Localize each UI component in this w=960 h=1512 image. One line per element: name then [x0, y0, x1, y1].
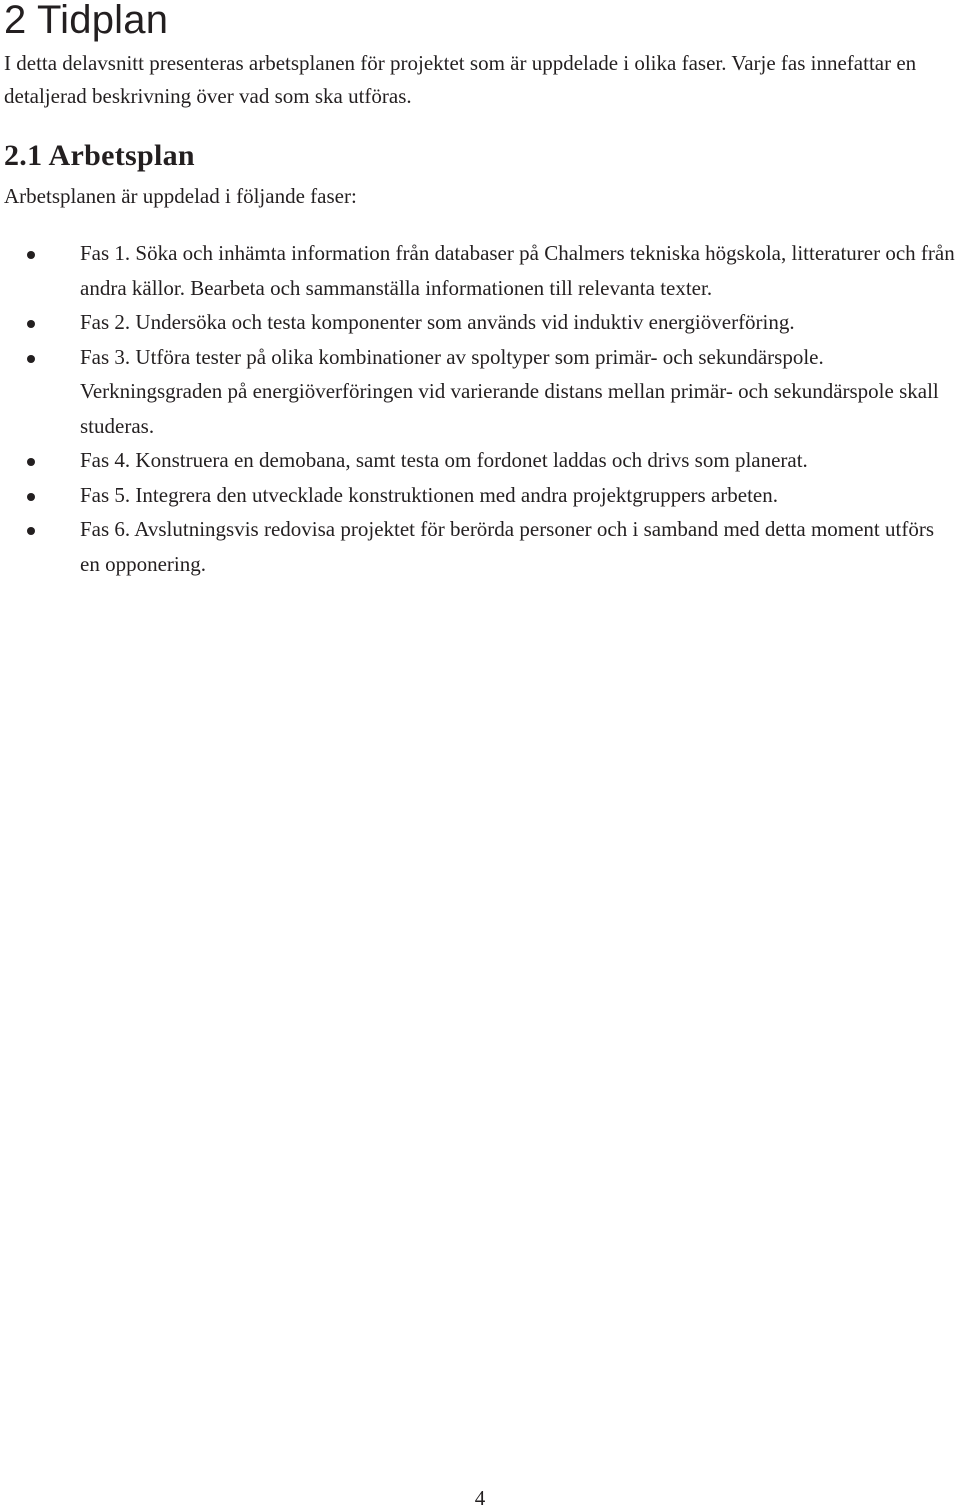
bullet-icon [27, 251, 35, 259]
section-heading: 2 Tidplan [4, 0, 169, 42]
page-number: 4 [474, 1486, 486, 1510]
subsection-heading: 2.1 Arbetsplan [4, 139, 195, 172]
phase-text: Fas 4. Konstruera en demobana, samt testa om fordonet laddas och drivs som planerat. [80, 448, 808, 472]
phase-list [0, 236, 960, 581]
bullet-icon [27, 355, 35, 363]
phase-item-5 [0, 478, 960, 513]
phase-item-4 [0, 443, 960, 478]
phase-text: Fas 1. Söka och inhämta information från databaser på Chalmers tekniska högskola, litteraturer och från andra källor. Bearbeta och sammanställa informationen till relevanta texter. [80, 241, 955, 300]
bullet-icon [27, 320, 35, 328]
phase-text: Fas 3. Utföra tester på olika kombinationer av spoltyper som primär- och sekundärspole. Verkningsgraden på energiöverföringen vid varierande distans mellan primär- och sekundärspole skall studeras. [80, 344, 939, 438]
phase-item-2 [0, 305, 960, 340]
bullet-icon [27, 527, 35, 535]
phase-item-3 [0, 340, 960, 444]
phase-text: Fas 6. Avslutningsvis redovisa projektet för berörda personer och i samband med detta moment utförs en opponering. [80, 517, 935, 576]
phase-text: Fas 2. Undersöka och testa komponenter som används vid induktiv energiöverföring. [80, 310, 795, 334]
bullet-icon [27, 493, 35, 501]
phase-text: Fas 5. Integrera den utvecklade konstruktionen med andra projektgruppers arbeten. [80, 482, 779, 507]
subsection-lead: Arbetsplanen är uppdelad i följande faser: [4, 184, 357, 208]
section-intro: I detta delavsnitt presenteras arbetsplanen för projektet som är uppdelade i olika faser. Varje fas innefattar en detaljerad beskrivning över vad som ska utföras. [4, 51, 917, 108]
phase-item-1 [0, 236, 960, 305]
bullet-icon [27, 458, 35, 466]
phase-item-6 [0, 512, 960, 581]
